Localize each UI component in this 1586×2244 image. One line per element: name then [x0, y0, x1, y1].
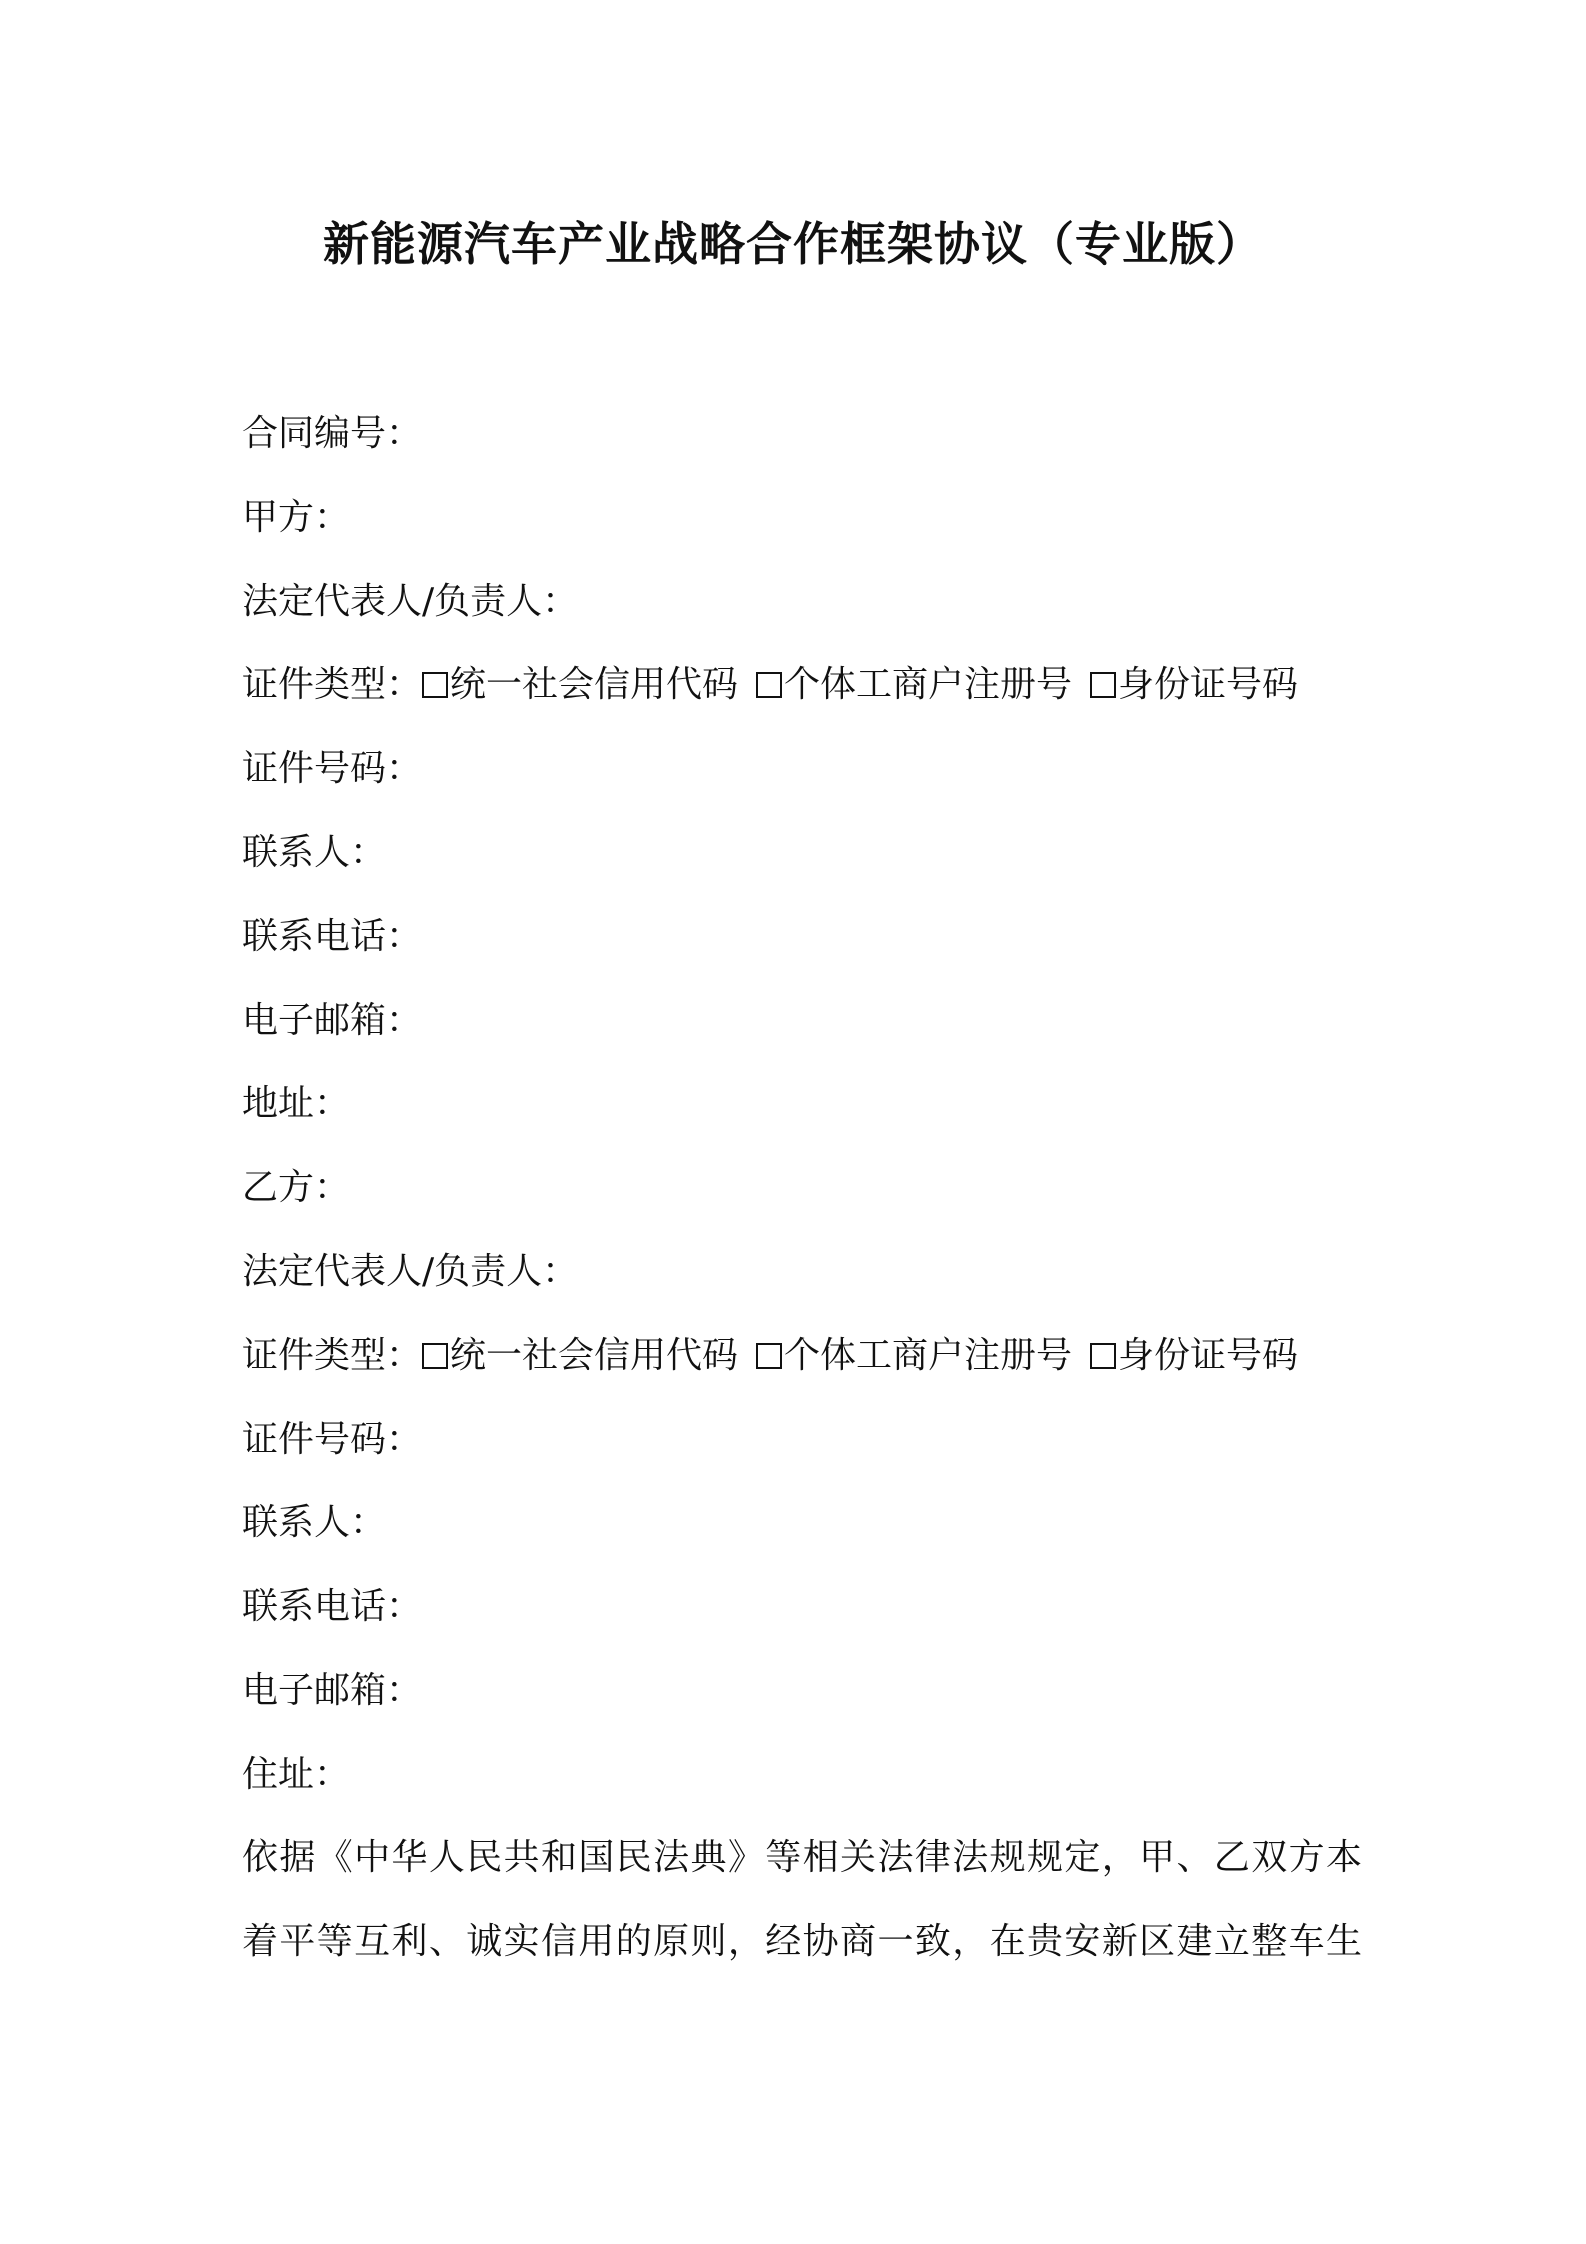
party-a-option-credit-code[interactable]: [422, 664, 738, 705]
option-label: 身份证号码: [1118, 664, 1299, 706]
checkbox-icon[interactable]: [1090, 1343, 1116, 1369]
party-b-phone-label: 联系电话：: [242, 1586, 423, 1628]
party-a-option-business-reg[interactable]: [756, 664, 1072, 705]
party-a-representative-label: 法定代表人/负责人：: [242, 580, 579, 622]
party-a-id-number-line: [242, 739, 1362, 823]
party-b-option-business-reg[interactable]: [756, 1335, 1072, 1376]
party-a-address-line: [242, 1074, 1362, 1158]
party-a-email-label: 电子邮箱：: [242, 999, 423, 1041]
option-label: 身份证号码: [1118, 1334, 1299, 1376]
party-b-option-id-card[interactable]: [1090, 1335, 1298, 1376]
party-b-contact-line: [242, 1493, 1362, 1577]
party-b-representative-line: [242, 1242, 1362, 1326]
option-label: 统一社会信用代码: [450, 1334, 739, 1376]
party-a-phone-line: [242, 907, 1362, 991]
option-label: 统一社会信用代码: [450, 664, 739, 706]
party-a-phone-label: 联系电话：: [242, 915, 423, 957]
party-b-address-line: [242, 1745, 1362, 1829]
party-b-line: [242, 1158, 1362, 1242]
contract-number-line: [242, 404, 1362, 488]
party-a-contact-label: 联系人：: [242, 831, 387, 873]
party-b-id-number-label: 证件号码：: [242, 1418, 423, 1460]
checkbox-icon[interactable]: [756, 1343, 782, 1369]
contract-number-label: 合同编号：: [242, 413, 423, 454]
party-a-option-id-card[interactable]: [1090, 664, 1298, 705]
preamble-line: 着平等互利、诚实信用的原则，经协商一致，在贵安新区建立整车生: [242, 1921, 1362, 1962]
party-a-id-type-label: 证件类型：: [242, 664, 423, 706]
document-title: 新能源汽车产业战略合作框架协议（专业版）: [323, 217, 1263, 271]
party-a-label: 甲方：: [242, 496, 351, 538]
party-b-option-credit-code[interactable]: [422, 1335, 738, 1376]
checkbox-icon[interactable]: [422, 1343, 448, 1369]
party-b-contact-label: 联系人：: [242, 1502, 387, 1544]
party-a-representative-line: [242, 572, 1362, 656]
option-label: 个体工商户注册号: [784, 664, 1073, 706]
party-b-email-line: [242, 1661, 1362, 1745]
preamble-line: 依据《中华人民共和国民法典》等相关法律法规规定，甲、乙双方本: [242, 1837, 1362, 1878]
party-b-address-label: 住址：: [242, 1753, 351, 1795]
party-b-label: 乙方：: [242, 1167, 351, 1209]
party-a-id-type-line: [242, 655, 1362, 739]
preamble-paragraph: [242, 1828, 1362, 1996]
party-b-phone-line: [242, 1577, 1362, 1661]
checkbox-icon[interactable]: [1090, 672, 1116, 698]
party-b-email-label: 电子邮箱：: [242, 1669, 423, 1711]
party-b-id-type-label: 证件类型：: [242, 1334, 423, 1376]
party-a-id-number-label: 证件号码：: [242, 748, 423, 790]
party-a-email-line: [242, 991, 1362, 1075]
option-label: 个体工商户注册号: [784, 1334, 1073, 1376]
party-a-line: [242, 488, 1362, 572]
party-info-fields: [242, 404, 1362, 1829]
party-b-representative-label: 法定代表人/负责人：: [242, 1250, 579, 1292]
checkbox-icon[interactable]: [756, 672, 782, 698]
party-b-id-number-line: [242, 1410, 1362, 1494]
checkbox-icon[interactable]: [422, 672, 448, 698]
party-a-address-label: 地址：: [242, 1083, 351, 1125]
party-b-id-type-line: [242, 1326, 1362, 1410]
party-a-contact-line: [242, 823, 1362, 907]
